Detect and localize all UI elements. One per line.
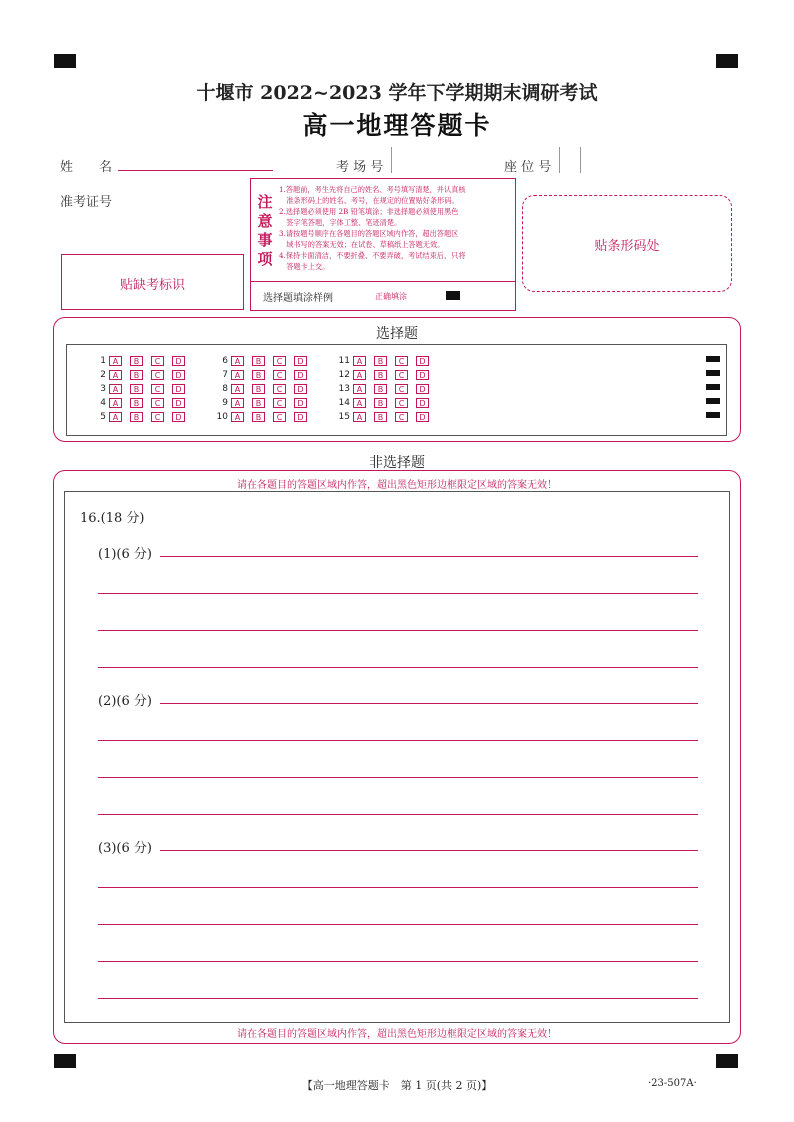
question-number: 2 <box>100 370 106 380</box>
footer-page-info: 【高一地理答题卡 第 1 页(共 2 页)】 <box>301 1079 493 1092</box>
option-bubble-b[interactable]: B <box>130 412 143 422</box>
option-bubble-a[interactable]: A <box>231 370 244 380</box>
question-16-label: 16.(18 分) <box>80 511 145 526</box>
option-bubble-c[interactable]: C <box>273 370 286 380</box>
notice-line: 答题卡上交。 <box>279 262 330 271</box>
exam-id-label: 准考证号 <box>60 195 113 210</box>
option-bubble-c[interactable]: C <box>395 384 408 394</box>
question-number: 6 <box>222 356 228 366</box>
option-bubble-b[interactable]: B <box>130 370 143 380</box>
question-number: 7 <box>222 370 228 380</box>
option-bubble-c[interactable]: C <box>151 384 164 394</box>
option-bubble-b[interactable]: B <box>252 356 265 366</box>
answer-line[interactable] <box>98 998 698 999</box>
answer-line[interactable] <box>160 850 698 851</box>
question-number: 5 <box>100 412 106 422</box>
option-bubble-d[interactable]: D <box>172 398 185 408</box>
notice-heading-char: 事 <box>257 231 273 249</box>
answer-area-box <box>64 491 730 1023</box>
option-bubble-a[interactable]: A <box>353 370 366 380</box>
option-bubble-d[interactable]: D <box>416 398 429 408</box>
notice-heading-char: 意 <box>257 212 273 230</box>
option-bubble-d[interactable]: D <box>294 384 307 394</box>
notice-box <box>250 178 516 311</box>
option-bubble-b[interactable]: B <box>374 370 387 380</box>
timing-mark <box>706 412 720 418</box>
option-bubble-d[interactable]: D <box>294 398 307 408</box>
question-number: 1 <box>100 356 106 366</box>
correct-fill-sample <box>446 291 460 300</box>
answer-line[interactable] <box>98 924 698 925</box>
option-bubble-b[interactable]: B <box>252 384 265 394</box>
answer-line[interactable] <box>98 961 698 962</box>
option-bubble-c[interactable]: C <box>151 356 164 366</box>
option-bubble-c[interactable]: C <box>273 356 286 366</box>
option-bubble-c[interactable]: C <box>151 370 164 380</box>
answer-line[interactable] <box>98 740 698 741</box>
answer-line[interactable] <box>98 887 698 888</box>
option-bubble-b[interactable]: B <box>130 356 143 366</box>
option-bubble-d[interactable]: D <box>172 384 185 394</box>
option-bubble-d[interactable]: D <box>294 370 307 380</box>
option-bubble-d[interactable]: D <box>416 412 429 422</box>
notice-line: 3.请按题号顺序在各题目的答题区域内作答，超出答题区 <box>279 229 459 238</box>
option-bubble-a[interactable]: A <box>231 356 244 366</box>
seat-field-divider-left <box>559 147 560 173</box>
warning-top: 请在各题目的答题区域内作答，超出黑色矩形边框限定区域的答案无效！ <box>237 480 557 491</box>
exam-title: 十堰市 2022~2023 学年下学期期末调研考试 <box>196 82 598 104</box>
option-bubble-d[interactable]: D <box>172 370 185 380</box>
notice-line: 准条形码上的姓名、考号，在规定的位置贴好条形码。 <box>279 196 459 205</box>
answer-line[interactable] <box>98 814 698 815</box>
question-number: 3 <box>100 384 106 394</box>
answer-line[interactable] <box>98 777 698 778</box>
question-number: 10 <box>216 412 228 422</box>
question-number: 12 <box>338 370 350 380</box>
option-bubble-c[interactable]: C <box>395 412 408 422</box>
option-bubble-a[interactable]: A <box>353 398 366 408</box>
option-bubble-b[interactable]: B <box>252 370 265 380</box>
corner-mark-bottom-right <box>716 1054 738 1068</box>
option-bubble-c[interactable]: C <box>273 398 286 408</box>
option-bubble-d[interactable]: D <box>416 356 429 366</box>
notice-line: 签字笔答题，字体工整、笔迹清楚。 <box>279 218 402 227</box>
option-bubble-d[interactable]: D <box>172 356 185 366</box>
part-3-label: (3)(6 分) <box>98 841 152 856</box>
option-bubble-a[interactable]: A <box>353 412 366 422</box>
absent-sticker-box <box>61 254 244 310</box>
notice-line: 2.选择题必须使用 2B 铅笔填涂；非选择题必须使用黑色 <box>279 207 459 216</box>
option-bubble-c[interactable]: C <box>395 356 408 366</box>
option-bubble-a[interactable]: A <box>109 384 122 394</box>
option-bubble-b[interactable]: B <box>130 384 143 394</box>
barcode-box <box>522 195 732 292</box>
option-bubble-a[interactable]: A <box>109 412 122 422</box>
room-field-divider <box>391 147 392 173</box>
answer-line[interactable] <box>160 703 698 704</box>
seat-field-divider-right <box>580 147 581 173</box>
option-bubble-a[interactable]: A <box>109 370 122 380</box>
question-number: 9 <box>222 398 228 408</box>
option-bubble-b[interactable]: B <box>252 398 265 408</box>
question-number: 4 <box>100 398 106 408</box>
option-bubble-a[interactable]: A <box>231 384 244 394</box>
option-bubble-d[interactable]: D <box>416 370 429 380</box>
option-bubble-a[interactable]: A <box>231 398 244 408</box>
option-bubble-d[interactable]: D <box>172 412 185 422</box>
option-bubble-a[interactable]: A <box>231 412 244 422</box>
option-bubble-b[interactable]: B <box>374 412 387 422</box>
option-bubble-a[interactable]: A <box>353 384 366 394</box>
answer-line[interactable] <box>98 667 698 668</box>
notice-line: 1.答题前，考生先将自己的姓名、考号填写清楚，并认真核 <box>279 185 466 194</box>
notice-heading <box>256 193 274 269</box>
footer-code: ·23-507A· <box>648 1078 697 1089</box>
answer-line[interactable] <box>98 593 698 594</box>
option-bubble-b[interactable]: B <box>374 384 387 394</box>
seat-label: 座 位 号 <box>504 160 552 175</box>
notice-heading-char: 注 <box>257 193 273 211</box>
question-number: 14 <box>338 398 350 408</box>
part-1-label: (1)(6 分) <box>98 547 152 562</box>
part-2-label: (2)(6 分) <box>98 694 152 709</box>
option-bubble-c[interactable]: C <box>273 412 286 422</box>
option-bubble-a[interactable]: A <box>353 356 366 366</box>
notice-heading-char: 项 <box>257 250 273 268</box>
question-number: 13 <box>338 384 350 394</box>
timing-mark <box>706 370 720 376</box>
room-label: 考 场 号 <box>336 160 384 175</box>
barcode-label: 贴条形码处 <box>594 239 660 254</box>
corner-mark-top-right <box>716 54 738 68</box>
option-bubble-b[interactable]: B <box>374 356 387 366</box>
option-bubble-a[interactable]: A <box>109 356 122 366</box>
absent-sticker-label: 贴缺考标识 <box>119 278 185 293</box>
option-bubble-b[interactable]: B <box>252 412 265 422</box>
question-number: 15 <box>338 412 350 422</box>
option-bubble-b[interactable]: B <box>374 398 387 408</box>
correct-fill-label: 正确填涂 <box>375 292 407 301</box>
timing-mark <box>706 384 720 390</box>
timing-mark <box>706 398 720 404</box>
answer-sheet-title: 高一地理答题卡 <box>302 111 492 140</box>
nonchoice-section-title: 非选择题 <box>369 455 425 471</box>
option-bubble-c[interactable]: C <box>151 398 164 408</box>
option-bubble-d[interactable]: D <box>294 412 307 422</box>
option-bubble-a[interactable]: A <box>109 398 122 408</box>
corner-mark-top-left <box>54 54 76 68</box>
notice-line: 域书写的答案无效；在试卷、草稿纸上答题无效。 <box>279 240 445 249</box>
question-number: 11 <box>338 356 350 366</box>
option-bubble-c[interactable]: C <box>395 370 408 380</box>
answer-line[interactable] <box>98 630 698 631</box>
notice-line: 4.保持卡面清洁，不要折叠、不要弄破，考试结束后，只将 <box>279 251 466 260</box>
answer-line[interactable] <box>160 556 698 557</box>
option-bubble-c[interactable]: C <box>395 398 408 408</box>
question-number: 8 <box>222 384 228 394</box>
option-bubble-c[interactable]: C <box>273 384 286 394</box>
option-bubble-d[interactable]: D <box>294 356 307 366</box>
corner-mark-bottom-left <box>54 1054 76 1068</box>
notice-text <box>279 184 466 272</box>
option-bubble-d[interactable]: D <box>416 384 429 394</box>
sample-label: 选择题填涂样例 <box>263 293 333 304</box>
option-bubble-c[interactable]: C <box>151 412 164 422</box>
timing-mark <box>706 356 720 362</box>
warning-bottom: 请在各题目的答题区域内作答，超出黑色矩形边框限定区域的答案无效！ <box>237 1029 557 1040</box>
name-label: 姓 名 <box>60 160 113 175</box>
choice-section-title: 选择题 <box>376 326 418 342</box>
notice-divider <box>251 281 515 282</box>
name-field[interactable] <box>118 170 273 171</box>
option-bubble-b[interactable]: B <box>130 398 143 408</box>
